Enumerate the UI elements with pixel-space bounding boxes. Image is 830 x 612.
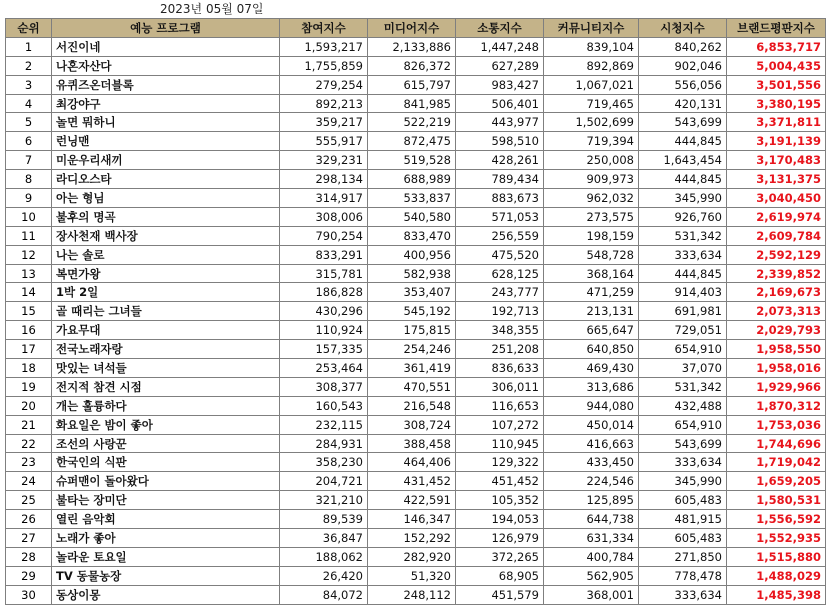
table-row [6,510,826,529]
cell-viewership: 691,981 [639,302,727,321]
cell-program: 골 때리는 그녀들 [52,302,280,321]
table-row [6,94,826,113]
cell-community: 198,159 [544,226,639,245]
cell-viewership: 1,643,454 [639,151,727,170]
cell-media: 361,419 [368,359,456,378]
cell-viewership: 333,634 [639,585,727,604]
cell-viewership: 333,634 [639,245,727,264]
table-row [6,189,826,208]
cell-communication: 883,673 [456,189,544,208]
cell-participation: 555,917 [280,132,368,151]
cell-participation: 329,231 [280,151,368,170]
header-program: 예능 프로그램 [52,19,280,38]
cell-communication: 306,011 [456,377,544,396]
cell-media: 615,797 [368,75,456,94]
cell-rank: 2 [6,56,52,75]
cell-brand-index: 1,659,205 [727,472,826,491]
table-row [6,434,826,453]
cell-rank: 29 [6,566,52,585]
cell-viewership: 654,910 [639,340,727,359]
cell-communication: 983,427 [456,75,544,94]
cell-brand-index: 1,958,550 [727,340,826,359]
cell-communication: 451,452 [456,472,544,491]
cell-brand-index: 1,719,042 [727,453,826,472]
cell-communication: 192,713 [456,302,544,321]
cell-rank: 13 [6,264,52,283]
cell-participation: 892,213 [280,94,368,113]
cell-brand-index: 1,552,935 [727,529,826,548]
cell-participation: 253,464 [280,359,368,378]
table-body [6,37,826,604]
cell-program: 노래가 좋아 [52,529,280,548]
cell-community: 719,465 [544,94,639,113]
cell-rank: 30 [6,585,52,604]
cell-participation: 833,291 [280,245,368,264]
cell-communication: 789,434 [456,170,544,189]
cell-rank: 8 [6,170,52,189]
header-brand-index: 브랜드평판지수 [727,19,826,38]
cell-brand-index: 2,073,313 [727,302,826,321]
table-row [6,585,826,604]
cell-viewership: 37,070 [639,359,727,378]
cell-communication: 451,579 [456,585,544,604]
cell-brand-index: 1,488,029 [727,566,826,585]
cell-media: 282,920 [368,547,456,566]
brand-reputation-table [5,18,826,605]
cell-brand-index: 1,580,531 [727,491,826,510]
cell-media: 353,407 [368,283,456,302]
cell-communication: 475,520 [456,245,544,264]
cell-brand-index: 1,556,592 [727,510,826,529]
cell-community: 548,728 [544,245,639,264]
cell-participation: 359,217 [280,113,368,132]
cell-media: 388,458 [368,434,456,453]
cell-media: 522,219 [368,113,456,132]
cell-brand-index: 1,485,398 [727,585,826,604]
cell-media: 545,192 [368,302,456,321]
header-media: 미디어지수 [368,19,456,38]
cell-media: 308,724 [368,415,456,434]
cell-brand-index: 1,958,016 [727,359,826,378]
cell-rank: 21 [6,415,52,434]
cell-media: 519,528 [368,151,456,170]
table-header-row [6,19,826,38]
cell-community: 125,895 [544,491,639,510]
table-row [6,340,826,359]
cell-viewership: 729,051 [639,321,727,340]
cell-rank: 27 [6,529,52,548]
cell-communication: 506,401 [456,94,544,113]
cell-program: 전국노래자랑 [52,340,280,359]
cell-community: 213,131 [544,302,639,321]
table-row [6,302,826,321]
cell-rank: 18 [6,359,52,378]
table-row [6,491,826,510]
cell-program: 복면가왕 [52,264,280,283]
cell-communication: 105,352 [456,491,544,510]
cell-viewership: 444,845 [639,132,727,151]
cell-rank: 17 [6,340,52,359]
cell-community: 450,014 [544,415,639,434]
cell-rank: 22 [6,434,52,453]
cell-media: 470,551 [368,377,456,396]
cell-program: 동상이몽 [52,585,280,604]
cell-communication: 348,355 [456,321,544,340]
cell-rank: 4 [6,94,52,113]
cell-brand-index: 1,744,696 [727,434,826,453]
cell-rank: 3 [6,75,52,94]
cell-community: 250,008 [544,151,639,170]
cell-brand-index: 1,870,312 [727,396,826,415]
cell-viewership: 840,262 [639,37,727,56]
cell-brand-index: 2,339,852 [727,264,826,283]
table-row [6,264,826,283]
cell-brand-index: 1,753,036 [727,415,826,434]
cell-community: 224,546 [544,472,639,491]
header-participation: 참여지수 [280,19,368,38]
cell-participation: 308,377 [280,377,368,396]
cell-viewership: 345,990 [639,472,727,491]
cell-media: 872,475 [368,132,456,151]
table-row [6,529,826,548]
cell-participation: 790,254 [280,226,368,245]
cell-participation: 110,924 [280,321,368,340]
header-communication: 소통지수 [456,19,544,38]
cell-program: 조선의 사랑꾼 [52,434,280,453]
cell-program: 나는 솔로 [52,245,280,264]
cell-brand-index: 2,169,673 [727,283,826,302]
cell-media: 175,815 [368,321,456,340]
cell-communication: 627,289 [456,56,544,75]
cell-community: 665,647 [544,321,639,340]
cell-program: 열린 음악회 [52,510,280,529]
cell-media: 146,347 [368,510,456,529]
cell-participation: 430,296 [280,302,368,321]
table-row [6,75,826,94]
table-row [6,37,826,56]
table-row [6,547,826,566]
cell-community: 944,080 [544,396,639,415]
cell-program: 가요무대 [52,321,280,340]
cell-viewership: 271,850 [639,547,727,566]
cell-rank: 28 [6,547,52,566]
report-date: 2023년 05월 07일 [160,2,264,16]
cell-rank: 16 [6,321,52,340]
cell-community: 368,001 [544,585,639,604]
cell-community: 962,032 [544,189,639,208]
cell-program: 전지적 참견 시점 [52,377,280,396]
cell-community: 631,334 [544,529,639,548]
cell-program: TV 동물농장 [52,566,280,585]
cell-media: 540,580 [368,207,456,226]
cell-viewership: 543,699 [639,434,727,453]
table-row [6,151,826,170]
cell-community: 313,686 [544,377,639,396]
cell-communication: 598,510 [456,132,544,151]
cell-rank: 14 [6,283,52,302]
cell-brand-index: 3,131,375 [727,170,826,189]
cell-program: 라디오스타 [52,170,280,189]
cell-rank: 20 [6,396,52,415]
cell-program: 나혼자산다 [52,56,280,75]
cell-program: 놀면 뭐하니 [52,113,280,132]
cell-program: 맛있는 녀석들 [52,359,280,378]
cell-program: 아는 형님 [52,189,280,208]
cell-community: 839,104 [544,37,639,56]
cell-community: 1,067,021 [544,75,639,94]
cell-media: 582,938 [368,264,456,283]
cell-media: 464,406 [368,453,456,472]
cell-communication: 107,272 [456,415,544,434]
cell-program: 놀라운 토요일 [52,547,280,566]
cell-viewership: 605,483 [639,529,727,548]
cell-rank: 24 [6,472,52,491]
cell-community: 273,575 [544,207,639,226]
cell-community: 471,259 [544,283,639,302]
cell-communication: 256,559 [456,226,544,245]
cell-rank: 23 [6,453,52,472]
cell-viewership: 420,131 [639,94,727,113]
cell-viewership: 914,403 [639,283,727,302]
cell-program: 화요일은 밤이 좋아 [52,415,280,434]
cell-rank: 6 [6,132,52,151]
cell-viewership: 902,046 [639,56,727,75]
cell-program: 개는 훌륭하다 [52,396,280,415]
cell-participation: 188,062 [280,547,368,566]
cell-participation: 232,115 [280,415,368,434]
cell-viewership: 605,483 [639,491,727,510]
table-row [6,170,826,189]
cell-community: 469,430 [544,359,639,378]
cell-brand-index: 3,170,483 [727,151,826,170]
table-row [6,245,826,264]
cell-brand-index: 3,501,556 [727,75,826,94]
cell-brand-index: 2,619,974 [727,207,826,226]
cell-participation: 26,420 [280,566,368,585]
cell-communication: 836,633 [456,359,544,378]
cell-communication: 243,777 [456,283,544,302]
cell-participation: 315,781 [280,264,368,283]
cell-participation: 186,828 [280,283,368,302]
cell-brand-index: 2,609,784 [727,226,826,245]
cell-brand-index: 1,515,880 [727,547,826,566]
cell-program: 슈퍼맨이 돌아왔다 [52,472,280,491]
cell-brand-index: 2,592,129 [727,245,826,264]
cell-viewership: 444,845 [639,170,727,189]
cell-communication: 126,979 [456,529,544,548]
cell-communication: 129,322 [456,453,544,472]
cell-program: 불후의 명곡 [52,207,280,226]
cell-viewership: 926,760 [639,207,727,226]
cell-rank: 15 [6,302,52,321]
table-row [6,377,826,396]
cell-rank: 19 [6,377,52,396]
cell-participation: 1,593,217 [280,37,368,56]
table-row [6,453,826,472]
cell-rank: 5 [6,113,52,132]
cell-communication: 372,265 [456,547,544,566]
cell-program: 불타는 장미단 [52,491,280,510]
cell-participation: 84,072 [280,585,368,604]
cell-community: 562,905 [544,566,639,585]
table-row [6,566,826,585]
cell-brand-index: 3,380,195 [727,94,826,113]
table-row [6,359,826,378]
cell-participation: 358,230 [280,453,368,472]
cell-media: 833,470 [368,226,456,245]
cell-program: 장사천재 백사장 [52,226,280,245]
cell-rank: 26 [6,510,52,529]
cell-media: 254,246 [368,340,456,359]
cell-viewership: 543,699 [639,113,727,132]
cell-media: 826,372 [368,56,456,75]
cell-media: 51,320 [368,566,456,585]
cell-brand-index: 3,191,139 [727,132,826,151]
table-row [6,56,826,75]
cell-participation: 160,543 [280,396,368,415]
cell-participation: 308,006 [280,207,368,226]
cell-program: 유퀴즈온더블록 [52,75,280,94]
cell-media: 216,548 [368,396,456,415]
cell-communication: 443,977 [456,113,544,132]
table-row [6,226,826,245]
cell-program: 최강야구 [52,94,280,113]
cell-media: 422,591 [368,491,456,510]
cell-community: 400,784 [544,547,639,566]
cell-communication: 571,053 [456,207,544,226]
cell-program: 서진이네 [52,37,280,56]
table-row [6,113,826,132]
table-row [6,472,826,491]
cell-rank: 11 [6,226,52,245]
cell-community: 368,164 [544,264,639,283]
cell-community: 433,450 [544,453,639,472]
cell-participation: 1,755,859 [280,56,368,75]
table-row [6,321,826,340]
cell-participation: 157,335 [280,340,368,359]
cell-viewership: 481,915 [639,510,727,529]
cell-media: 688,989 [368,170,456,189]
cell-media: 152,292 [368,529,456,548]
cell-viewership: 345,990 [639,189,727,208]
cell-brand-index: 3,371,811 [727,113,826,132]
cell-participation: 36,847 [280,529,368,548]
cell-community: 640,850 [544,340,639,359]
cell-community: 644,738 [544,510,639,529]
cell-viewership: 444,845 [639,264,727,283]
cell-communication: 628,125 [456,264,544,283]
table-row [6,396,826,415]
cell-communication: 194,053 [456,510,544,529]
cell-participation: 279,254 [280,75,368,94]
cell-participation: 298,134 [280,170,368,189]
cell-community: 909,973 [544,170,639,189]
cell-rank: 12 [6,245,52,264]
cell-communication: 68,905 [456,566,544,585]
cell-rank: 25 [6,491,52,510]
cell-participation: 321,210 [280,491,368,510]
cell-program: 런닝맨 [52,132,280,151]
cell-viewership: 333,634 [639,453,727,472]
cell-participation: 284,931 [280,434,368,453]
cell-media: 2,133,886 [368,37,456,56]
cell-rank: 7 [6,151,52,170]
cell-communication: 110,945 [456,434,544,453]
cell-community: 1,502,699 [544,113,639,132]
cell-participation: 204,721 [280,472,368,491]
cell-rank: 1 [6,37,52,56]
cell-participation: 314,917 [280,189,368,208]
cell-media: 841,985 [368,94,456,113]
cell-media: 431,452 [368,472,456,491]
cell-brand-index: 6,853,717 [727,37,826,56]
cell-communication: 116,653 [456,396,544,415]
cell-viewership: 432,488 [639,396,727,415]
cell-viewership: 654,910 [639,415,727,434]
cell-communication: 1,447,248 [456,37,544,56]
cell-media: 533,837 [368,189,456,208]
cell-viewership: 556,056 [639,75,727,94]
cell-media: 400,956 [368,245,456,264]
header-rank: 순위 [6,19,52,38]
table-row [6,207,826,226]
cell-brand-index: 2,029,793 [727,321,826,340]
cell-viewership: 531,342 [639,226,727,245]
cell-communication: 251,208 [456,340,544,359]
cell-community: 892,869 [544,56,639,75]
cell-media: 248,112 [368,585,456,604]
cell-rank: 9 [6,189,52,208]
cell-brand-index: 3,040,450 [727,189,826,208]
table-row [6,283,826,302]
cell-rank: 10 [6,207,52,226]
table-row [6,415,826,434]
cell-program: 1박 2일 [52,283,280,302]
cell-community: 719,394 [544,132,639,151]
cell-community: 416,663 [544,434,639,453]
cell-participation: 89,539 [280,510,368,529]
cell-communication: 428,261 [456,151,544,170]
table-row [6,132,826,151]
header-community: 커뮤니티지수 [544,19,639,38]
cell-viewership: 778,478 [639,566,727,585]
cell-brand-index: 1,929,966 [727,377,826,396]
cell-program: 한국인의 식판 [52,453,280,472]
cell-viewership: 531,342 [639,377,727,396]
header-viewership: 시청지수 [639,19,727,38]
cell-brand-index: 5,004,435 [727,56,826,75]
cell-program: 미운우리새끼 [52,151,280,170]
